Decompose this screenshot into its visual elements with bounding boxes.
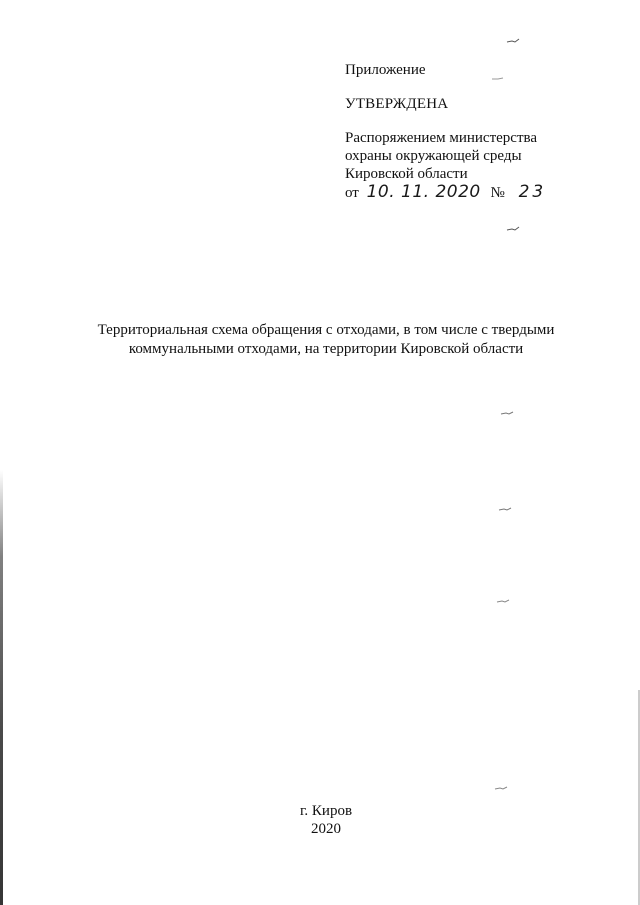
scan-speck bbox=[496, 598, 510, 602]
order-line: Распоряжением министерства bbox=[345, 130, 538, 146]
scan-speck bbox=[498, 506, 512, 510]
footer bbox=[226, 802, 426, 838]
order-date-line bbox=[345, 183, 585, 202]
handwritten-number: 23 bbox=[518, 182, 547, 202]
scan-shadow-left bbox=[0, 470, 3, 905]
order-line: охраны окружающей среды bbox=[345, 148, 522, 164]
scan-speck bbox=[500, 410, 514, 414]
footer-year: 2020 bbox=[311, 821, 341, 837]
date-prefix: от bbox=[345, 185, 359, 201]
approved-label: УТВЕРЖДЕНА bbox=[345, 96, 449, 112]
footer-city: г. Киров bbox=[299, 803, 353, 819]
scan-speck bbox=[506, 38, 520, 42]
document-title bbox=[60, 321, 592, 359]
number-sign: № bbox=[490, 185, 505, 201]
scan-speck bbox=[494, 785, 508, 789]
approval-block bbox=[345, 61, 585, 202]
handwritten-date: 10. 11. 2020 bbox=[366, 182, 481, 202]
scan-speck bbox=[506, 226, 520, 230]
title-line: коммунальными отходами, на территории Кировской области bbox=[128, 341, 524, 357]
appendix-label: Приложение bbox=[345, 62, 426, 78]
order-line: Кировской области bbox=[345, 166, 468, 182]
title-line: Территориальная схема обращения с отходами, в том числе с твердыми bbox=[97, 322, 555, 338]
